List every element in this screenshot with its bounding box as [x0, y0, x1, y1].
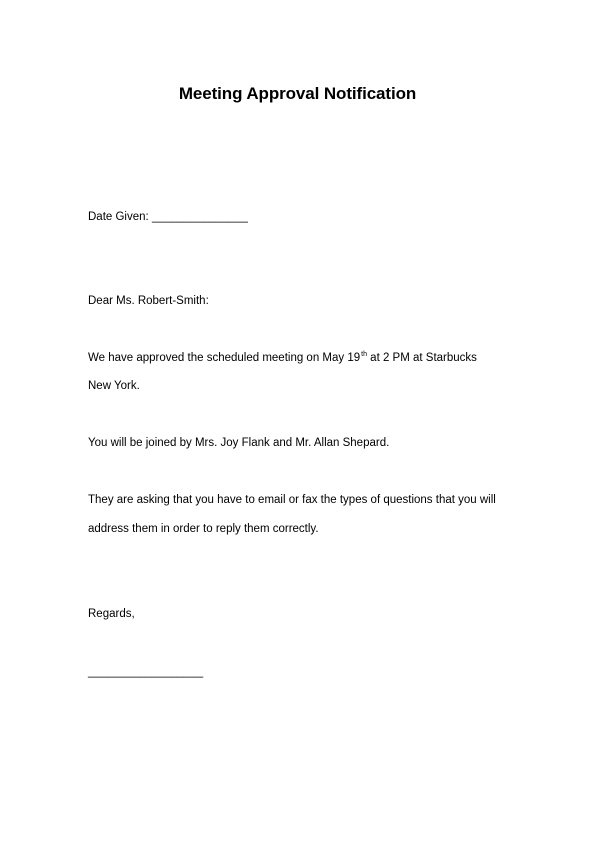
paragraph-3-line-1: They are asking that you have to email or fax the types of questions that you will	[88, 494, 496, 506]
date-given-line	[88, 210, 248, 224]
paragraph-2: You will be joined by Mrs. Joy Flank and Mr. Allan Shepard.	[88, 437, 390, 449]
date-given-label: Date Given:	[88, 211, 149, 223]
paragraph-1-line-2: New York.	[88, 380, 140, 392]
paragraph-3-line-2: address them in order to reply them correctly.	[88, 523, 319, 535]
date-given-blank: _______________	[151, 211, 248, 223]
signature-line: __________________	[88, 666, 204, 678]
document-title: Meeting Approval Notification	[178, 84, 417, 103]
paragraph-1-text-pre: We have approved the scheduled meeting on May 19	[88, 352, 361, 364]
ordinal-suffix: th	[361, 351, 367, 358]
salutation: Dear Ms. Robert-Smith:	[88, 295, 209, 307]
paragraph-1-line-1	[88, 351, 477, 367]
closing: Regards,	[88, 608, 135, 620]
paragraph-1-text-post: at 2 PM at Starbucks	[366, 352, 477, 364]
